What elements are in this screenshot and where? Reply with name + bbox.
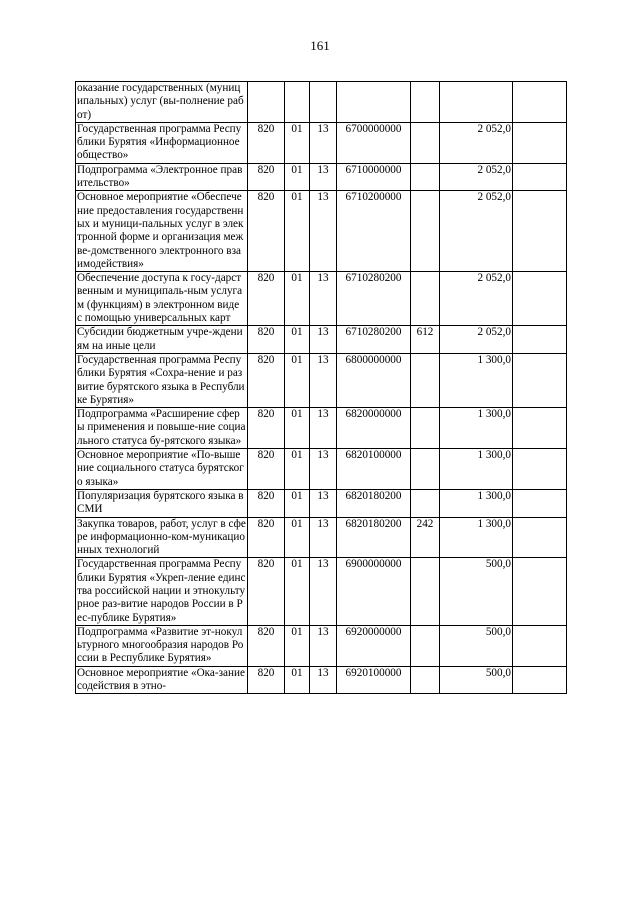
rz-code-cell: 01 xyxy=(285,353,310,407)
row-name-cell: Государственная программа Республики Бурятия «Укреп-ление единства российской нации и этнокультурное раз-витие народов России в Рес-публике Бурятия» xyxy=(76,558,248,625)
table-row xyxy=(76,449,567,490)
pr-code-cell: 13 xyxy=(310,558,337,625)
row-name-cell: оказание государственных (муниципальных) услуг (вы-полнение работ) xyxy=(76,82,248,123)
extra-cell xyxy=(513,163,567,191)
extra-cell xyxy=(513,489,567,517)
rz-code-cell: 01 xyxy=(285,558,310,625)
gr-code-cell: 820 xyxy=(248,272,285,326)
vr-code-cell xyxy=(411,191,440,272)
csr-code-cell: 6820000000 xyxy=(337,408,411,449)
csr-code-cell: 6710000000 xyxy=(337,163,411,191)
budget-table xyxy=(75,81,567,694)
rz-code-cell: 01 xyxy=(285,625,310,666)
pr-code-cell: 13 xyxy=(310,625,337,666)
table-row xyxy=(76,489,567,517)
row-name-cell: Государственная программа Республики Бурятия «Сохра-нение и развитие бурятского языка в Республике Бурятия» xyxy=(76,353,248,407)
gr-code-cell: 820 xyxy=(248,666,285,694)
rz-code-cell: 01 xyxy=(285,163,310,191)
csr-code-cell: 6920100000 xyxy=(337,666,411,694)
pr-code-cell: 13 xyxy=(310,326,337,354)
rz-code-cell: 01 xyxy=(285,449,310,490)
vr-code-cell xyxy=(411,272,440,326)
amount-cell: 1 300,0 xyxy=(440,517,513,558)
amount-cell: 1 300,0 xyxy=(440,408,513,449)
table-row xyxy=(76,191,567,272)
table-row xyxy=(76,666,567,694)
extra-cell xyxy=(513,408,567,449)
gr-code-cell: 820 xyxy=(248,163,285,191)
pr-code-cell: 13 xyxy=(310,666,337,694)
vr-code-cell xyxy=(411,82,440,123)
table-row xyxy=(76,122,567,163)
csr-code-cell: 6820180200 xyxy=(337,517,411,558)
vr-code-cell xyxy=(411,449,440,490)
amount-cell: 1 300,0 xyxy=(440,489,513,517)
csr-code-cell xyxy=(337,82,411,123)
amount-cell: 1 300,0 xyxy=(440,449,513,490)
gr-code-cell: 820 xyxy=(248,558,285,625)
amount-cell: 2 052,0 xyxy=(440,163,513,191)
gr-code-cell: 820 xyxy=(248,517,285,558)
row-name-cell: Основное мероприятие «Ока-зание содействия в этно- xyxy=(76,666,248,694)
vr-code-cell xyxy=(411,408,440,449)
row-name-cell: Субсидии бюджетным учре-ждениям на иные цели xyxy=(76,326,248,354)
vr-code-cell: 242 xyxy=(411,517,440,558)
table-row xyxy=(76,82,567,123)
vr-code-cell xyxy=(411,666,440,694)
extra-cell xyxy=(513,272,567,326)
rz-code-cell: 01 xyxy=(285,272,310,326)
extra-cell xyxy=(513,82,567,123)
pr-code-cell: 13 xyxy=(310,163,337,191)
table-row xyxy=(76,272,567,326)
row-name-cell: Закупка товаров, работ, услуг в сфере информационно-ком-муникационных технологий xyxy=(77,517,246,557)
extra-cell xyxy=(513,191,567,272)
table-row xyxy=(76,517,567,558)
extra-cell xyxy=(513,353,567,407)
extra-cell xyxy=(513,122,567,163)
row-name-cell: Основное мероприятие «По-вышение социального статуса бурятского языка» xyxy=(76,449,248,490)
amount-cell: 1 300,0 xyxy=(440,353,513,407)
gr-code-cell: 820 xyxy=(248,122,285,163)
gr-code-cell: 820 xyxy=(248,408,285,449)
csr-code-cell: 6900000000 xyxy=(337,558,411,625)
pr-code-cell: 13 xyxy=(310,489,337,517)
pr-code-cell: 13 xyxy=(310,449,337,490)
extra-cell xyxy=(513,449,567,490)
extra-cell xyxy=(513,558,567,625)
table-row xyxy=(76,163,567,191)
row-name-cell: Государственная программа Республики Бурятия «Информационное общество» xyxy=(76,122,248,163)
table-row xyxy=(76,625,567,666)
rz-code-cell: 01 xyxy=(285,122,310,163)
extra-cell xyxy=(513,666,567,694)
rz-code-cell: 01 xyxy=(285,408,310,449)
row-name-cell: Подпрограмма «Электронное правительство» xyxy=(76,163,248,191)
gr-code-cell: 820 xyxy=(248,489,285,517)
vr-code-cell xyxy=(411,489,440,517)
csr-code-cell: 6920000000 xyxy=(337,625,411,666)
extra-cell xyxy=(513,326,567,354)
amount-cell: 2 052,0 xyxy=(440,272,513,326)
table-row xyxy=(76,353,567,407)
csr-code-cell: 6820100000 xyxy=(337,449,411,490)
pr-code-cell: 13 xyxy=(310,191,337,272)
vr-code-cell xyxy=(411,353,440,407)
pr-code-cell: 13 xyxy=(310,353,337,407)
amount-cell: 2 052,0 xyxy=(440,122,513,163)
rz-code-cell: 01 xyxy=(285,191,310,272)
table-row xyxy=(76,558,567,625)
vr-code-cell xyxy=(411,625,440,666)
csr-code-cell: 6800000000 xyxy=(337,353,411,407)
rz-code-cell xyxy=(285,82,310,123)
extra-cell xyxy=(513,517,567,558)
pr-code-cell xyxy=(310,82,337,123)
csr-code-cell: 6710280200 xyxy=(337,272,411,326)
vr-code-cell xyxy=(411,558,440,625)
extra-cell xyxy=(513,625,567,666)
amount-cell: 500,0 xyxy=(440,558,513,625)
rz-code-cell: 01 xyxy=(285,666,310,694)
gr-code-cell: 820 xyxy=(248,625,285,666)
csr-code-cell: 6710200000 xyxy=(337,191,411,272)
pr-code-cell: 13 xyxy=(310,272,337,326)
rz-code-cell: 01 xyxy=(285,517,310,558)
row-name-cell: Обеспечение доступа к госу-дарственным и муниципаль-ным услугам (функциям) в электронном виде с помощью универсальных карт xyxy=(76,272,248,326)
pr-code-cell: 13 xyxy=(310,517,337,558)
row-name-cell: Популяризация бурятского языка в СМИ xyxy=(76,489,248,517)
amount-cell xyxy=(440,82,513,123)
row-name-cell: Подпрограмма «Расширение сферы применения и повыше-ние социального статуса бу-рятского языка» xyxy=(77,408,246,447)
page-number: 161 xyxy=(310,38,330,53)
csr-code-cell: 6700000000 xyxy=(337,122,411,163)
table-row xyxy=(76,408,567,449)
rz-code-cell: 01 xyxy=(285,489,310,517)
gr-code-cell: 820 xyxy=(248,191,285,272)
csr-code-cell: 6820180200 xyxy=(337,489,411,517)
csr-code-cell: 6710280200 xyxy=(337,326,411,354)
amount-cell: 500,0 xyxy=(440,666,513,694)
amount-cell: 2 052,0 xyxy=(440,326,513,354)
vr-code-cell xyxy=(411,163,440,191)
table-row xyxy=(76,326,567,354)
pr-code-cell: 13 xyxy=(310,122,337,163)
gr-code-cell: 820 xyxy=(248,326,285,354)
pr-code-cell: 13 xyxy=(310,408,337,449)
gr-code-cell: 820 xyxy=(248,353,285,407)
row-name-cell: Основное мероприятие «Обеспечение предоставления государственных и муници-пальных услуг в электронной форме и организация межве-домственного электронного взаимодействия» xyxy=(76,191,248,272)
amount-cell: 500,0 xyxy=(440,625,513,666)
row-name-cell: Подпрограмма «Развитие эт-нокультурного многообразия народов России в Республике Бурятия» xyxy=(76,625,248,666)
gr-code-cell xyxy=(248,82,285,123)
gr-code-cell: 820 xyxy=(248,449,285,490)
rz-code-cell: 01 xyxy=(285,326,310,354)
amount-cell: 2 052,0 xyxy=(440,191,513,272)
vr-code-cell: 612 xyxy=(411,326,440,354)
vr-code-cell xyxy=(411,122,440,163)
